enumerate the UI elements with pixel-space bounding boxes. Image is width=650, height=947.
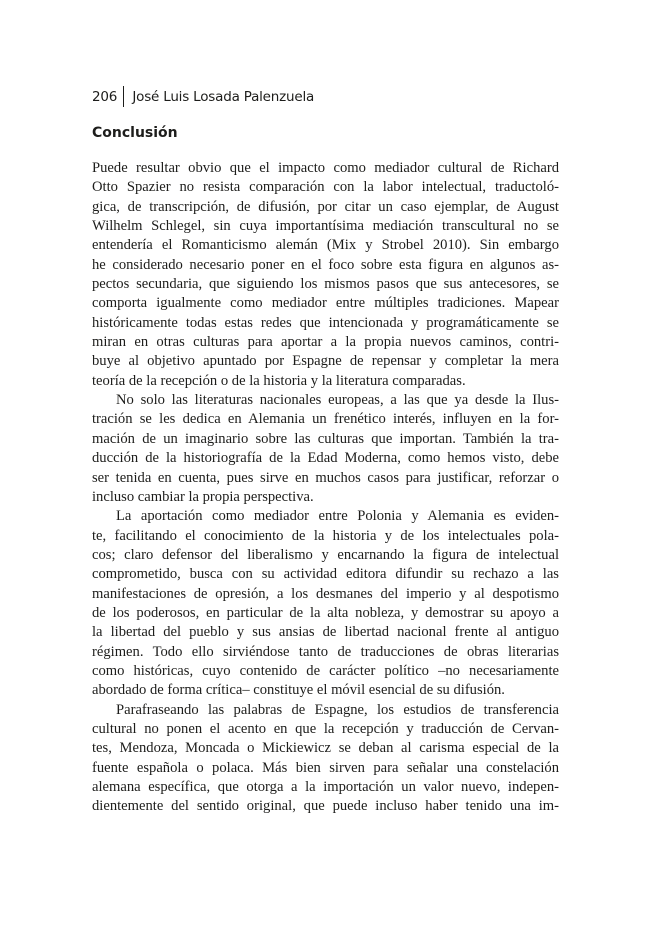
- paragraph-line: alemana específica, que otorga a la importación un valor nuevo, indepen-: [92, 779, 559, 795]
- paragraph-line: gica, de transcripción, de difusión, por citar un caso ejemplar, de August: [92, 198, 559, 215]
- paragraph-line: Wilhelm Schlegel, sin cuya importantísima mediación transcultural no se: [92, 218, 559, 235]
- paragraph-line: teoría de la recepción o de la historia y la literatura comparadas.: [92, 372, 466, 389]
- paragraph: [92, 159, 559, 391]
- paragraph-line: buye al objetivo apuntado por Espagne de repensar y completar la mera: [92, 353, 559, 370]
- paragraph-line: incluso cambiar la propia perspectiva.: [92, 488, 314, 505]
- paragraph-line: cos; claro defensor del liberalismo y encarnando la figura de intelectual: [92, 546, 559, 563]
- section-heading: Conclusión: [92, 125, 178, 141]
- header-divider: [123, 86, 124, 107]
- paragraph: [92, 391, 559, 507]
- paragraph-line: Parafraseando las palabras de Espagne, los estudios de transferencia: [116, 701, 559, 718]
- paragraph-line: ducción de la historiografía de la Edad Moderna, como hemos visto, debe: [92, 450, 559, 467]
- paragraph-line: tes, Mendoza, Moncada o Mickiewicz se deban al carisma especial de la: [92, 740, 559, 757]
- paragraph-line: ser tenida en cuenta, pues sirve en muchos casos para justificar, reforzar o: [92, 469, 559, 486]
- paragraph-line: cultural no ponen el acento en que la recepción y traducción de Cervan-: [92, 720, 559, 737]
- paragraph-line: he considerado necesario poner en el foco sobre esta figura en algunos as-: [92, 256, 559, 273]
- paragraph-line: como históricas, cuyo contenido de carácter político –no necesariamente: [92, 662, 559, 679]
- running-header: [92, 86, 314, 107]
- paragraph-line: fuente española o polaca. Más bien sirven para señalar una constelación: [92, 759, 559, 776]
- paragraph-line: abordado de forma crítica– constituye el móvil esencial de su difusión.: [92, 682, 505, 699]
- paragraph-line: mación de un imaginario sobre las culturas que importan. También la tra-: [92, 430, 559, 447]
- paragraph-line: entendería el Romanticismo alemán (Mix y Strobel 2010). Sin embargo: [92, 237, 559, 254]
- paragraph-line: La aportación como mediador entre Polonia y Alemania es eviden-: [116, 508, 559, 525]
- paragraph-line: No solo las literaturas nacionales europeas, a las que ya desde la Ilus-: [116, 392, 559, 409]
- paragraph-line: Puede resultar obvio que el impacto como mediador cultural de Richard: [92, 160, 559, 176]
- body-text: [92, 159, 559, 817]
- paragraph-line: pectos secundaria, que siguiendo los mismos pasos que sus antecesores, se: [92, 276, 559, 293]
- paragraph-line: históricamente todas estas redes que intencionada y programáticamente se: [92, 314, 559, 331]
- page-number: 206: [92, 88, 118, 105]
- paragraph-line: manifestaciones de opresión, a los desmanes del imperio y al despotismo: [92, 585, 559, 602]
- paragraph-line: la libertad del pueblo y sus ansias de libertad nacional frente al antiguo: [92, 624, 559, 641]
- paragraph-line: dientemente del sentido original, que puede incluso haber tenido una im-: [92, 798, 559, 815]
- paragraph: [92, 507, 559, 700]
- paragraph-line: régimen. Todo ello sirviéndose tanto de traducciones de obras literarias: [92, 643, 559, 660]
- paragraph-line: miran en otras culturas para aportar a la propia nuevos caminos, contri-: [92, 334, 559, 351]
- paragraph-line: comporta igualmente como mediador entre múltiples tradiciones. Mapear: [92, 295, 559, 312]
- paragraph-line: Otto Spazier no resista comparación con la labor intelectual, traductoló-: [92, 179, 559, 196]
- paragraph: [92, 701, 559, 817]
- paragraph-line: tración se les dedica en Alemania un frenético interés, influyen en la for-: [92, 411, 559, 428]
- paragraph-line: de los poderosos, en particular de la alta nobleza, y demostrar su apoyo a: [92, 604, 559, 621]
- paragraph-line: comprometido, busca con su actividad editora difundir su rechazo a las: [92, 566, 559, 583]
- paragraph-line: te, facilitando el conocimiento de la historia y de los intelectuales pola-: [92, 527, 559, 544]
- running-header-author: José Luis Losada Palenzuela: [132, 88, 315, 105]
